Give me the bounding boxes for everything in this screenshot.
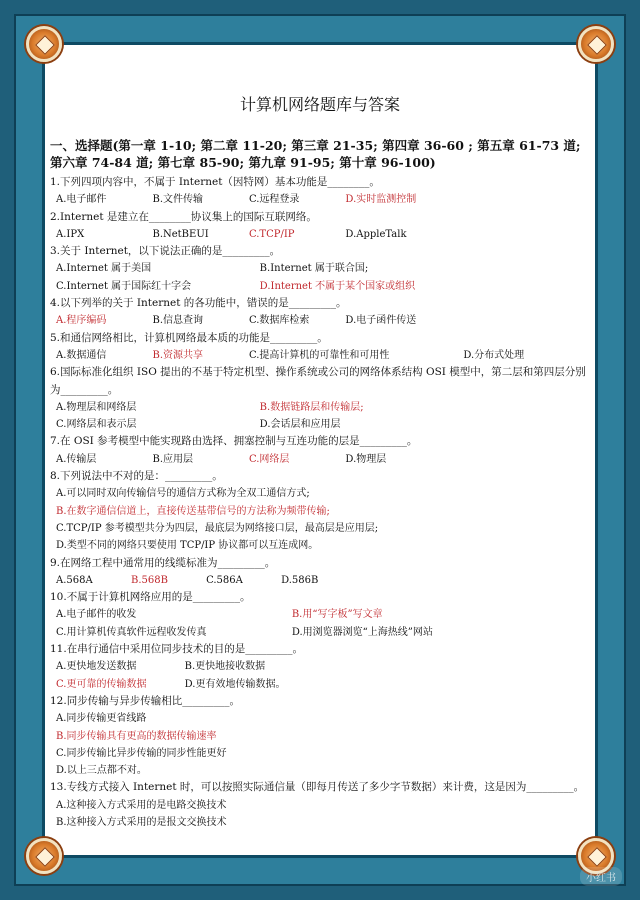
option-a: A.更快地发送数据 bbox=[56, 661, 137, 673]
option-b: B.应用层 bbox=[152, 453, 193, 465]
option-d: D.以上三点都不对。 bbox=[56, 765, 147, 777]
option-d: D.类型不同的网络只要使用 TCP/IP 协议都可以互连成网。 bbox=[56, 540, 319, 552]
option-d: D.586B bbox=[281, 574, 319, 586]
option-a: A.电子邮件的收发 bbox=[56, 609, 137, 621]
option-list bbox=[48, 260, 592, 295]
option-b-answer: B.同步传输具有更高的数据传输速率 bbox=[56, 730, 217, 742]
option-d: D.用浏览器浏览“上海热线”网站 bbox=[291, 626, 433, 638]
option-list bbox=[48, 312, 592, 329]
option-c: C.数据库检索 bbox=[248, 315, 310, 327]
option-d: D.分布式处理 bbox=[463, 349, 525, 361]
watermark-label: 小红书 bbox=[580, 867, 622, 886]
option-list bbox=[48, 226, 592, 243]
option-d-answer: D.Internet 不属于某个国家或组织 bbox=[259, 280, 416, 292]
question-7 bbox=[48, 433, 592, 468]
option-list bbox=[48, 485, 592, 554]
option-list bbox=[48, 347, 592, 364]
option-a: A.可以同时双向传输信号的通信方式称为全双工通信方式; bbox=[56, 488, 310, 500]
option-list bbox=[48, 451, 592, 468]
option-a: A.物理层和网络层 bbox=[56, 401, 137, 413]
option-c: C.同步传输比异步传输的同步性能更好 bbox=[56, 747, 227, 759]
option-c: C.远程登录 bbox=[248, 194, 300, 206]
question-3 bbox=[48, 243, 592, 295]
question-1 bbox=[48, 174, 592, 209]
option-b: B.这种接入方式采用的是报文交换技术 bbox=[56, 816, 227, 828]
option-d: D.物理层 bbox=[345, 453, 387, 465]
option-c: C.TCP/IP 参考模型共分为四层，最底层为网络接口层，最高层是应用层; bbox=[56, 522, 379, 534]
page-title: 计算机网络题库与答案 bbox=[239, 95, 400, 114]
corner-ornament-icon bbox=[578, 26, 614, 62]
option-d: D.AppleTalk bbox=[345, 228, 407, 240]
question-text: 13.专线方式接入 Internet 时，可以按照实际通信量（即每月传送了多少字节数据）来计费，这是因为_________。 bbox=[50, 781, 585, 794]
option-c: C.586A bbox=[206, 574, 243, 586]
option-list bbox=[48, 572, 592, 589]
option-b: B.文件传输 bbox=[152, 194, 203, 206]
question-text: 6.国际标准化组织 ISO 提出的不基于特定机型、操作系统或公司的网络体系结构 OSI 模型中，第二层和第四层分别为_________。 bbox=[50, 366, 586, 396]
question-text: 10.不属于计算机网络应用的是_________。 bbox=[50, 591, 251, 604]
question-text: 11.在串行通信中采用位同步技术的目的是_________。 bbox=[50, 643, 303, 656]
corner-ornament-icon bbox=[26, 838, 62, 874]
option-list bbox=[48, 606, 592, 641]
corner-ornament-icon bbox=[26, 26, 62, 62]
question-9 bbox=[48, 555, 592, 590]
option-b: B.NetBEUI bbox=[152, 228, 209, 240]
question-2 bbox=[48, 209, 592, 244]
question-text: 1.下列四项内容中，不属于 Internet（因特网）基本功能是________。 bbox=[50, 176, 380, 188]
option-c: C.网络层和表示层 bbox=[56, 419, 137, 431]
option-a-answer: A.程序编码 bbox=[56, 315, 107, 327]
question-5 bbox=[48, 330, 592, 365]
question-8 bbox=[48, 468, 592, 554]
question-text: 3.关于 Internet，以下说法正确的是_________。 bbox=[50, 245, 281, 258]
question-text: 12.同步传输与异步传输相比_________。 bbox=[50, 694, 240, 707]
question-4 bbox=[48, 295, 592, 330]
question-text: 9.在网络工程中通常用的线缆标准为_________。 bbox=[50, 556, 276, 569]
option-list bbox=[48, 399, 592, 434]
option-list bbox=[48, 191, 592, 208]
option-a: A.Internet 属于美国 bbox=[56, 263, 152, 275]
question-text: 5.和通信网络相比，计算机网络最本质的功能是_________。 bbox=[50, 331, 328, 344]
option-d: D.会话层和应用层 bbox=[259, 419, 341, 431]
option-list bbox=[48, 658, 592, 693]
document-content bbox=[48, 60, 592, 831]
option-c-answer: C.TCP/IP bbox=[248, 228, 295, 240]
option-d-answer: D.实时监测控制 bbox=[345, 194, 417, 206]
option-b-answer: B.568B bbox=[131, 574, 168, 586]
option-a: A.IPX bbox=[56, 228, 85, 240]
option-list bbox=[48, 710, 592, 779]
option-c: C.用计算机传真软件远程收发传真 bbox=[56, 626, 207, 638]
option-b: B.更快地接收数据 bbox=[184, 661, 266, 673]
option-c: C.提高计算机的可靠性和可用性 bbox=[248, 349, 390, 361]
question-13 bbox=[48, 779, 592, 831]
option-b-answer: B.资源共享 bbox=[152, 349, 203, 361]
option-d: D.更有效地传输数据。 bbox=[184, 678, 286, 690]
question-11 bbox=[48, 641, 592, 693]
question-text: 8.下列说法中不对的是：_________。 bbox=[50, 470, 223, 483]
option-b: B.Internet 属于联合国; bbox=[259, 263, 369, 275]
option-b: B.信息查询 bbox=[152, 315, 203, 327]
question-10 bbox=[48, 589, 592, 641]
question-text: 7.在 OSI 参考模型中能实现路由选择、拥塞控制与互连功能的层是_________。 bbox=[50, 435, 418, 448]
option-a: A.数据通信 bbox=[56, 349, 107, 361]
option-a: A.传输层 bbox=[56, 453, 97, 465]
option-a: A.电子邮件 bbox=[56, 194, 107, 206]
option-b-answer: B.在数字通信信道上，直接传送基带信号的方法称为频带传输; bbox=[56, 505, 330, 517]
option-c-answer: C.更可靠的传输数据 bbox=[56, 678, 147, 690]
question-12 bbox=[48, 693, 592, 779]
question-text: 4.以下列举的关于 Internet 的各功能中，错误的是_________。 bbox=[50, 297, 347, 310]
question-text: 2.Internet 是建立在________协议集上的国际互联网络。 bbox=[50, 210, 317, 223]
option-a: A.568A bbox=[56, 574, 93, 586]
question-6 bbox=[48, 364, 592, 433]
option-a: A.这种接入方式采用的是电路交换技术 bbox=[56, 799, 227, 811]
option-b-answer: B.用“写字板”写文章 bbox=[291, 609, 383, 621]
section-header: 一、选择题(第一章 1-10; 第二章 11-20; 第三章 21-35; 第四章 36-60 ; 第五章 61-73 道; 第六章 74-84 道; 第七章 85-90; 第九章 91-95; 第十章 96-100) bbox=[50, 138, 581, 170]
option-c-answer: C.网络层 bbox=[248, 453, 290, 465]
option-c: C.Internet 属于国际红十字会 bbox=[56, 280, 192, 292]
option-b-answer: B.数据链路层和传输层; bbox=[259, 401, 364, 413]
option-d: D.电子函件传送 bbox=[345, 315, 417, 327]
option-a: A.同步传输更省线路 bbox=[56, 713, 147, 725]
option-list bbox=[48, 797, 592, 832]
